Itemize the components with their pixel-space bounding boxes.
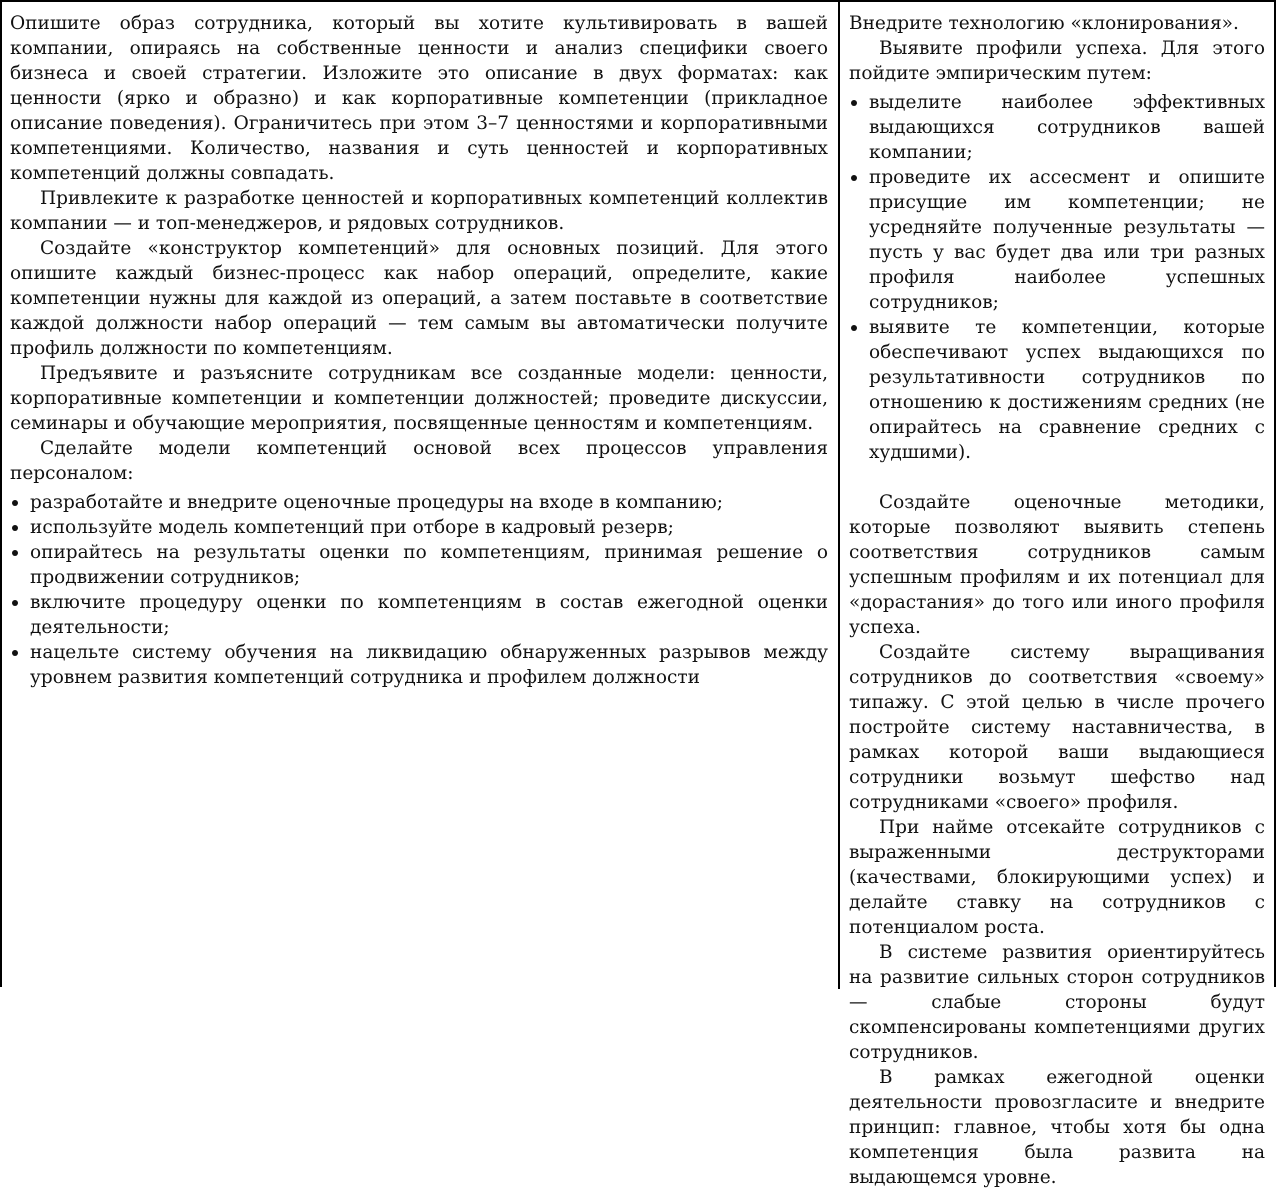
left-paragraph-1: Опишите образ сотрудника, который вы хотите культивировать в вашей компании, опираясь на собственные ценности и анализ специфики своего бизнеса и своей стратегии. Изложите это описание в двух форматах: как ценности (ярко и образно) и как корпоративные компетенции (прикладное описание поведения). Ограничитесь при этом 3–7 ценностями и корпоративными компетенциями. Количество, названия и суть ценностей и корпоративных компетенций должны совпадать. <box>10 13 828 184</box>
left-paragraph-3: Создайте «конструктор компетенций» для основных позиций. Для этого опишите каждый бизнес-процесс как набор операций, определите, какие компетенции нужны для каждой из операций, а затем поставьте в соответствие каждой должности набор операций — тем самым вы автоматически получите профиль должности по компетенциям. <box>10 238 828 359</box>
right-bullet-list <box>849 90 1265 465</box>
list-item: нацельте систему обучения на ликвидацию обнаруженных разрывов между уровнем развития компетенций сотрудника и профилем должности <box>10 640 828 690</box>
list-item: разработайте и внедрите оценочные процедуры на входе в компанию; <box>10 490 828 515</box>
left-paragraph-5: Сделайте модели компетенций основой всех процессов управления персоналом: <box>10 438 828 484</box>
right-paragraph-2: Выявите профили успеха. Для этого пойдите эмпирическим путем: <box>849 38 1265 84</box>
left-paragraph-2: Привлеките к разработке ценностей и корпоративных компетенций коллектив компании — и топ-менеджеров, и рядовых сотрудников. <box>10 188 828 234</box>
list-item: опирайтесь на результаты оценки по компетенциям, принимая решение о продвижении сотрудников; <box>10 540 828 590</box>
list-item: используйте модель компетенций при отборе в кадровый резерв; <box>10 515 828 540</box>
right-paragraph-4: Создайте систему выращивания сотрудников до соответствия «своему» типажу. С этой целью в числе прочего постройте систему наставничества, в рамках которой ваши выдающиеся сотрудники возьмут шефство над сотрудниками «своего» профиля. <box>849 642 1265 813</box>
left-paragraph-4: Предъявите и разъясните сотрудникам все созданные модели: ценности, корпоративные компетенции и компетенции должностей; проведите дискуссии, семинары и обучающие мероприятия, посвященные ценностям и компетенциям. <box>10 363 828 434</box>
right-paragraph-3: Создайте оценочные методики, которые позволяют выявить степень соответствия сотрудников самым успешным профилям и их потенциал для «дорастания» до того или иного профиля успеха. <box>849 492 1265 638</box>
list-item: выявите те компетенции, которые обеспечивают успех выдающихся по результативности сотрудников по отношению к достижениям средних (не опирайтесь на сравнение средних с худшими). <box>849 315 1265 465</box>
spacer <box>849 465 1265 490</box>
left-bullet-list <box>10 490 828 690</box>
left-column <box>10 11 828 690</box>
list-item: включите процедуру оценки по компетенциям в состав ежегодной оценки деятельности; <box>10 590 828 640</box>
right-column <box>849 11 1265 1190</box>
right-paragraph-1: Внедрите технологию «клонирования». <box>849 13 1239 34</box>
right-paragraph-7: В рамках ежегодной оценки деятельности провозгласите и внедрите принцип: главное, чтобы хотя бы одна компетенция была развита на выдающемся уровне. <box>849 1067 1265 1188</box>
right-paragraph-6: В системе развития ориентируйтесь на развитие сильных сторон сотрудников — слабые стороны будут скомпенсированы компетенциями других сотрудников. <box>849 942 1265 1063</box>
list-item: проведите их ассесмент и опишите присущие им компетенции; не усредняйте полученные результаты — пусть у вас будет два или три разных профиля наиболее успешных сотрудников; <box>849 165 1265 315</box>
list-item: выделите наиболее эффективных выдающихся сотрудников вашей компании; <box>849 90 1265 165</box>
right-paragraph-5: При найме отсекайте сотрудников с выраженными деструкторами (качествами, блокирующими успех) и делайте ставку на сотрудников с потенциалом роста. <box>849 817 1265 938</box>
column-divider <box>838 2 840 989</box>
